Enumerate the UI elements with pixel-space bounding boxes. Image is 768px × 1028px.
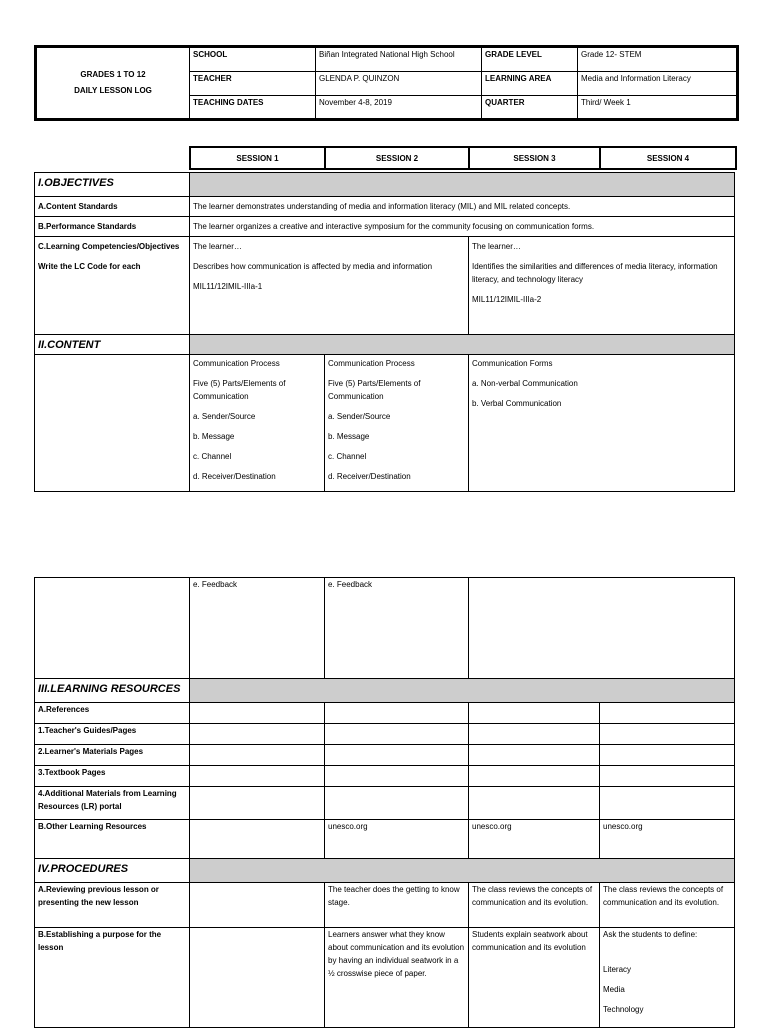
- cell: [190, 724, 325, 745]
- competencies-left: [190, 237, 469, 335]
- content-s2-item: c. Channel: [328, 452, 367, 461]
- content-standards-value: The learner demonstrates understanding of media and information literacy (MIL) and MIL related concepts.: [190, 197, 735, 217]
- cell: [190, 766, 325, 787]
- competencies-right-intro: The learner…: [472, 242, 521, 251]
- content-blank: [35, 355, 190, 492]
- references-label: A.References: [35, 703, 190, 724]
- content-session-3-4: [469, 355, 735, 492]
- area-value: Media and Information Literacy: [578, 72, 738, 96]
- feedback-blank: [35, 578, 190, 679]
- quarter-label: QUARTER: [482, 96, 578, 120]
- additional-materials-label: 4.Additional Materials from Learning Resources (LR) portal: [35, 787, 190, 820]
- content-s2-item: b. Message: [328, 432, 370, 441]
- cell: [469, 703, 600, 724]
- session-4-header: SESSION 4: [600, 147, 736, 169]
- other-resources-s2: unesco.org: [325, 820, 469, 859]
- grade-label: GRADE LEVEL: [482, 47, 578, 72]
- cell: [325, 745, 469, 766]
- textbook-label: 3.Textbook Pages: [35, 766, 190, 787]
- session-header-table: [189, 146, 737, 170]
- competencies-left-code: MIL11/12IMIL-IIIa-1: [193, 282, 263, 291]
- log-title: [36, 47, 190, 120]
- title-line-1: GRADES 1 TO 12: [80, 70, 146, 79]
- resources-heading: III.LEARNING RESOURCES: [35, 679, 190, 703]
- purpose-label: B.Establishing a purpose for the lesson: [35, 928, 190, 1028]
- competencies-right-code: MIL11/12IMIL-IIIa-2: [472, 295, 542, 304]
- other-resources-s4: unesco.org: [600, 820, 735, 859]
- content-session-2: [325, 355, 469, 492]
- competencies-right-text: Identifies the similarities and differences of media literacy, information literacy, and technology literacy: [472, 262, 718, 284]
- content-s3-item: Communication Forms: [472, 359, 553, 368]
- content-s1-item: Communication Process: [193, 359, 280, 368]
- purpose-s4-item: Literacy: [603, 965, 632, 974]
- performance-standards-value: The learner organizes a creative and interactive symposium for the community focusing on communication forms.: [190, 217, 735, 237]
- cell: [325, 724, 469, 745]
- reviewing-s3: The class reviews the concepts of communication and its evolution.: [469, 883, 600, 928]
- cell: [469, 766, 600, 787]
- quarter-value: Third/ Week 1: [578, 96, 738, 120]
- content-session-1: [190, 355, 325, 492]
- competencies-label-line2: Write the LC Code for each: [38, 262, 141, 271]
- teacher-label: TEACHER: [190, 72, 316, 96]
- dates-value: November 4-8, 2019: [316, 96, 482, 120]
- purpose-s3: Students explain seatwork about communication and its evolution: [469, 928, 600, 1028]
- cell: [190, 883, 325, 928]
- dates-label: TEACHING DATES: [190, 96, 316, 120]
- session-3-header: SESSION 3: [469, 147, 600, 169]
- school-label: SCHOOL: [190, 47, 316, 72]
- content-s1-item: Five (5) Parts/Elements of Communication: [193, 379, 286, 401]
- learners-materials-label: 2.Learner's Materials Pages: [35, 745, 190, 766]
- lesson-table-page2: [34, 577, 735, 1028]
- content-s1-item: d. Receiver/Destination: [193, 472, 276, 481]
- cell: [325, 766, 469, 787]
- session-2-header: SESSION 2: [325, 147, 469, 169]
- purpose-s4-item: Technology: [603, 1005, 644, 1014]
- reviewing-label: A.Reviewing previous lesson or presenting the new lesson: [35, 883, 190, 928]
- cell: [190, 787, 325, 820]
- content-s1-item: c. Channel: [193, 452, 232, 461]
- content-s3-item: b. Verbal Communication: [472, 399, 562, 408]
- cell: [190, 703, 325, 724]
- cell: [600, 787, 735, 820]
- competencies-left-text: Describes how communication is affected by media and information: [193, 262, 433, 271]
- cell: [469, 787, 600, 820]
- resources-shade: [190, 679, 735, 703]
- session-1-header: SESSION 1: [190, 147, 325, 169]
- lesson-table-page1: [34, 172, 735, 492]
- other-resources-s3: unesco.org: [469, 820, 600, 859]
- procedures-heading: IV.PROCEDURES: [35, 859, 190, 883]
- grade-value: Grade 12- STEM: [578, 47, 738, 72]
- purpose-s2: Learners answer what they know about communication and its evolution by having an individual seatwork in a ½ crosswise piece of paper.: [325, 928, 469, 1028]
- cell: [600, 724, 735, 745]
- competencies-label-line1: C.Learning Competencies/Objectives: [38, 242, 180, 251]
- objectives-heading: I.OBJECTIVES: [35, 173, 190, 197]
- content-s2-item: Communication Process: [328, 359, 415, 368]
- content-s2-item: d. Receiver/Destination: [328, 472, 411, 481]
- other-resources-label: B.Other Learning Resources: [35, 820, 190, 859]
- competencies-label: [35, 237, 190, 335]
- reviewing-s4: The class reviews the concepts of communication and its evolution.: [600, 883, 735, 928]
- content-s1-item: b. Message: [193, 432, 235, 441]
- area-label: LEARNING AREA: [482, 72, 578, 96]
- cell: [190, 928, 325, 1028]
- reviewing-s2: The teacher does the getting to know stage.: [325, 883, 469, 928]
- purpose-s4-intro: Ask the students to define:: [603, 930, 698, 939]
- objectives-shade: [190, 173, 735, 197]
- cell: [325, 703, 469, 724]
- header-table: [34, 45, 739, 121]
- competencies-left-intro: The learner…: [193, 242, 242, 251]
- feedback-session-1: e. Feedback: [190, 578, 325, 679]
- cell: [600, 703, 735, 724]
- cell: [190, 820, 325, 859]
- cell: [325, 787, 469, 820]
- content-s2-item: a. Sender/Source: [328, 412, 391, 421]
- cell: [469, 724, 600, 745]
- purpose-s4: [600, 928, 735, 1028]
- feedback-session-3-4: [469, 578, 735, 679]
- purpose-s4-item: Media: [603, 985, 625, 994]
- content-heading: II.CONTENT: [35, 335, 190, 355]
- cell: [600, 766, 735, 787]
- cell: [469, 745, 600, 766]
- competencies-right: [469, 237, 735, 335]
- content-s2-item: Five (5) Parts/Elements of Communication: [328, 379, 421, 401]
- content-s3-item: a. Non-verbal Communication: [472, 379, 578, 388]
- teachers-guides-label: 1.Teacher's Guides/Pages: [35, 724, 190, 745]
- teacher-value: GLENDA P. QUINZON: [316, 72, 482, 96]
- content-shade: [190, 335, 735, 355]
- performance-standards-label: B.Performance Standards: [35, 217, 190, 237]
- school-value: Biñan Integrated National High School: [316, 47, 482, 72]
- content-s1-item: a. Sender/Source: [193, 412, 256, 421]
- content-standards-label: A.Content Standards: [35, 197, 190, 217]
- procedures-shade: [190, 859, 735, 883]
- feedback-session-2: e. Feedback: [325, 578, 469, 679]
- cell: [600, 745, 735, 766]
- cell: [190, 745, 325, 766]
- title-line-2: DAILY LESSON LOG: [74, 86, 152, 95]
